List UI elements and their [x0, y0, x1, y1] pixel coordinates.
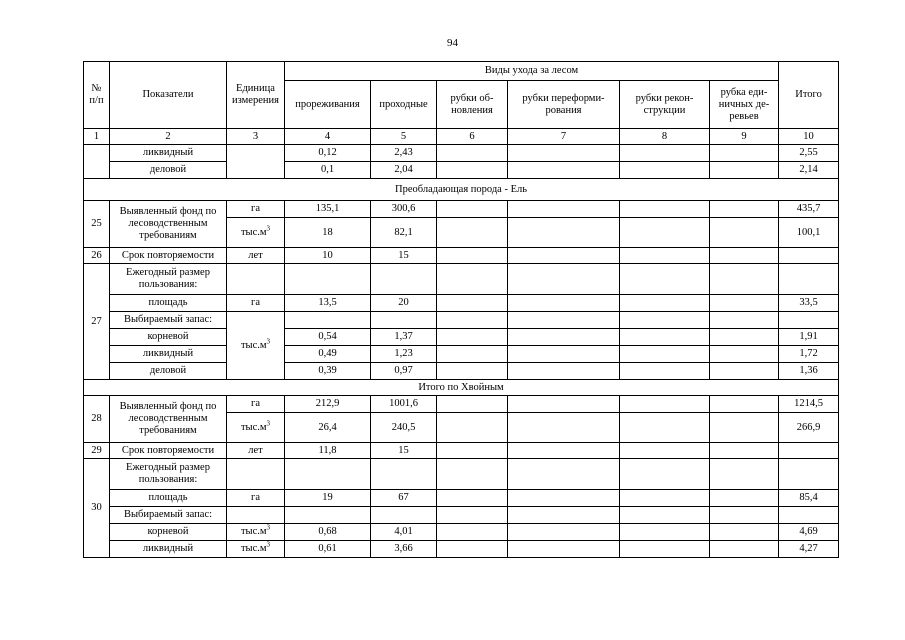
- col-number: 1: [84, 129, 110, 145]
- value-cell: 0,68: [285, 524, 371, 541]
- value-cell: 10: [285, 248, 371, 264]
- header-type: проходные: [371, 81, 437, 129]
- table-row: [84, 295, 839, 312]
- column-numbers-row: [84, 129, 839, 145]
- header-type: рубки рекон-струкции: [620, 81, 710, 129]
- row-label: ликвидный: [110, 346, 227, 363]
- value-cell: 0,97: [371, 363, 437, 380]
- num-cell: 27: [84, 264, 110, 380]
- col-number: 9: [710, 129, 779, 145]
- total-cell: 1,36: [779, 363, 839, 380]
- table-row: [84, 459, 839, 490]
- value-cell: 1,23: [371, 346, 437, 363]
- table-row: [84, 312, 839, 329]
- section-row: [84, 380, 839, 396]
- section-title-el: Преобладающая порода - Ель: [84, 179, 839, 201]
- table-row: [84, 443, 839, 459]
- num-cell: 30: [84, 459, 110, 558]
- total-cell: 33,5: [779, 295, 839, 312]
- table-row: [84, 201, 839, 218]
- row-label: деловой: [110, 162, 227, 179]
- num-cell: 29: [84, 443, 110, 459]
- total-cell: 266,9: [779, 413, 839, 443]
- table-row: [84, 329, 839, 346]
- value-cell: 13,5: [285, 295, 371, 312]
- row-label: площадь: [110, 490, 227, 507]
- header-num: № п/п: [84, 62, 110, 129]
- row-label: Ежегодный размер пользования:: [110, 459, 227, 490]
- table-row: [84, 490, 839, 507]
- table-row: [84, 264, 839, 295]
- table-row: [84, 396, 839, 413]
- header-row: [84, 62, 839, 81]
- value-cell: 135,1: [285, 201, 371, 218]
- total-cell: 1,72: [779, 346, 839, 363]
- header-total: Итого: [779, 62, 839, 129]
- row-label: деловой: [110, 363, 227, 380]
- value-cell: 2,43: [371, 145, 437, 162]
- row-label: Срок повторяемости: [110, 443, 227, 459]
- value-cell: 0,1: [285, 162, 371, 179]
- forest-care-table: [83, 61, 839, 558]
- value-cell: 11,8: [285, 443, 371, 459]
- row-label: Выявленный фонд по лесоводственным требованиям: [110, 396, 227, 443]
- header-type: рубки об-новления: [437, 81, 508, 129]
- value-cell: 0,61: [285, 541, 371, 558]
- col-number: 2: [110, 129, 227, 145]
- row-label: Выбираемый запас:: [110, 312, 227, 329]
- value-cell: 1,37: [371, 329, 437, 346]
- table-row: [84, 541, 839, 558]
- row-label: площадь: [110, 295, 227, 312]
- unit-cell: га: [227, 295, 285, 312]
- num-cell: 26: [84, 248, 110, 264]
- table-row: [84, 145, 839, 162]
- unit-cell: га: [227, 490, 285, 507]
- table-row: [84, 363, 839, 380]
- row-label: Выявленный фонд по лесоводственным требованиям: [110, 201, 227, 248]
- total-cell: 2,14: [779, 162, 839, 179]
- value-cell: 4,01: [371, 524, 437, 541]
- col-number: 7: [508, 129, 620, 145]
- unit-cell: $тыс.м^3$: [227, 524, 285, 541]
- value-cell: 300,6: [371, 201, 437, 218]
- unit-cell: га: [227, 201, 285, 218]
- table-row: [84, 346, 839, 363]
- value-cell: 240,5: [371, 413, 437, 443]
- col-number: 6: [437, 129, 508, 145]
- unit-cell: $тыс.м^3$: [227, 541, 285, 558]
- row-label: корневой: [110, 329, 227, 346]
- unit-cell: $тыс.м^3$: [227, 413, 285, 443]
- header-unit: Единица измерения: [227, 62, 285, 129]
- page-number: 94: [447, 37, 458, 49]
- num-cell: [84, 145, 110, 179]
- col-number: 10: [779, 129, 839, 145]
- total-cell: 85,4: [779, 490, 839, 507]
- total-cell: 1,91: [779, 329, 839, 346]
- unit-cell: $тыс.м^3$: [227, 312, 285, 380]
- row-label: Срок повторяемости: [110, 248, 227, 264]
- unit-cell: лет: [227, 443, 285, 459]
- row-label: ликвидный: [110, 145, 227, 162]
- header-care-types: Виды ухода за лесом: [285, 62, 779, 81]
- col-number: 3: [227, 129, 285, 145]
- value-cell: 18: [285, 218, 371, 248]
- table-row: [84, 524, 839, 541]
- table-row: [84, 162, 839, 179]
- total-cell: 4,27: [779, 541, 839, 558]
- table-row: [84, 507, 839, 524]
- value-cell: 0,49: [285, 346, 371, 363]
- total-cell: 4,69: [779, 524, 839, 541]
- value-cell: 15: [371, 248, 437, 264]
- value-cell: 26,4: [285, 413, 371, 443]
- section-row: [84, 179, 839, 201]
- row-label: Выбираемый запас:: [110, 507, 227, 524]
- value-cell: 1001,6: [371, 396, 437, 413]
- header-type: рубки переформи-рования: [508, 81, 620, 129]
- total-cell: 435,7: [779, 201, 839, 218]
- row-label: Ежегодный размер пользования:: [110, 264, 227, 295]
- value-cell: 0,39: [285, 363, 371, 380]
- unit-cell: лет: [227, 248, 285, 264]
- value-cell: 3,66: [371, 541, 437, 558]
- section-title-total: Итого по Хвойным: [84, 380, 839, 396]
- row-label: ликвидный: [110, 541, 227, 558]
- header-type: прореживания: [285, 81, 371, 129]
- header-indicators: Показатели: [110, 62, 227, 129]
- value-cell: 0,54: [285, 329, 371, 346]
- value-cell: 82,1: [371, 218, 437, 248]
- total-cell: 100,1: [779, 218, 839, 248]
- unit-cell: $тыс.м^3$: [227, 218, 285, 248]
- header-type: рубка еди-ничных де-ревьев: [710, 81, 779, 129]
- value-cell: 212,9: [285, 396, 371, 413]
- value-cell: 15: [371, 443, 437, 459]
- col-number: 5: [371, 129, 437, 145]
- num-cell: 25: [84, 201, 110, 248]
- unit-cell: [227, 145, 285, 179]
- value-cell: 67: [371, 490, 437, 507]
- value-cell: 2,04: [371, 162, 437, 179]
- table-row: [84, 248, 839, 264]
- row-label: корневой: [110, 524, 227, 541]
- value-cell: 19: [285, 490, 371, 507]
- col-number: 8: [620, 129, 710, 145]
- value-cell: 20: [371, 295, 437, 312]
- num-cell: 28: [84, 396, 110, 443]
- unit-cell: га: [227, 396, 285, 413]
- value-cell: 0,12: [285, 145, 371, 162]
- total-cell: 1214,5: [779, 396, 839, 413]
- col-number: 4: [285, 129, 371, 145]
- total-cell: 2,55: [779, 145, 839, 162]
